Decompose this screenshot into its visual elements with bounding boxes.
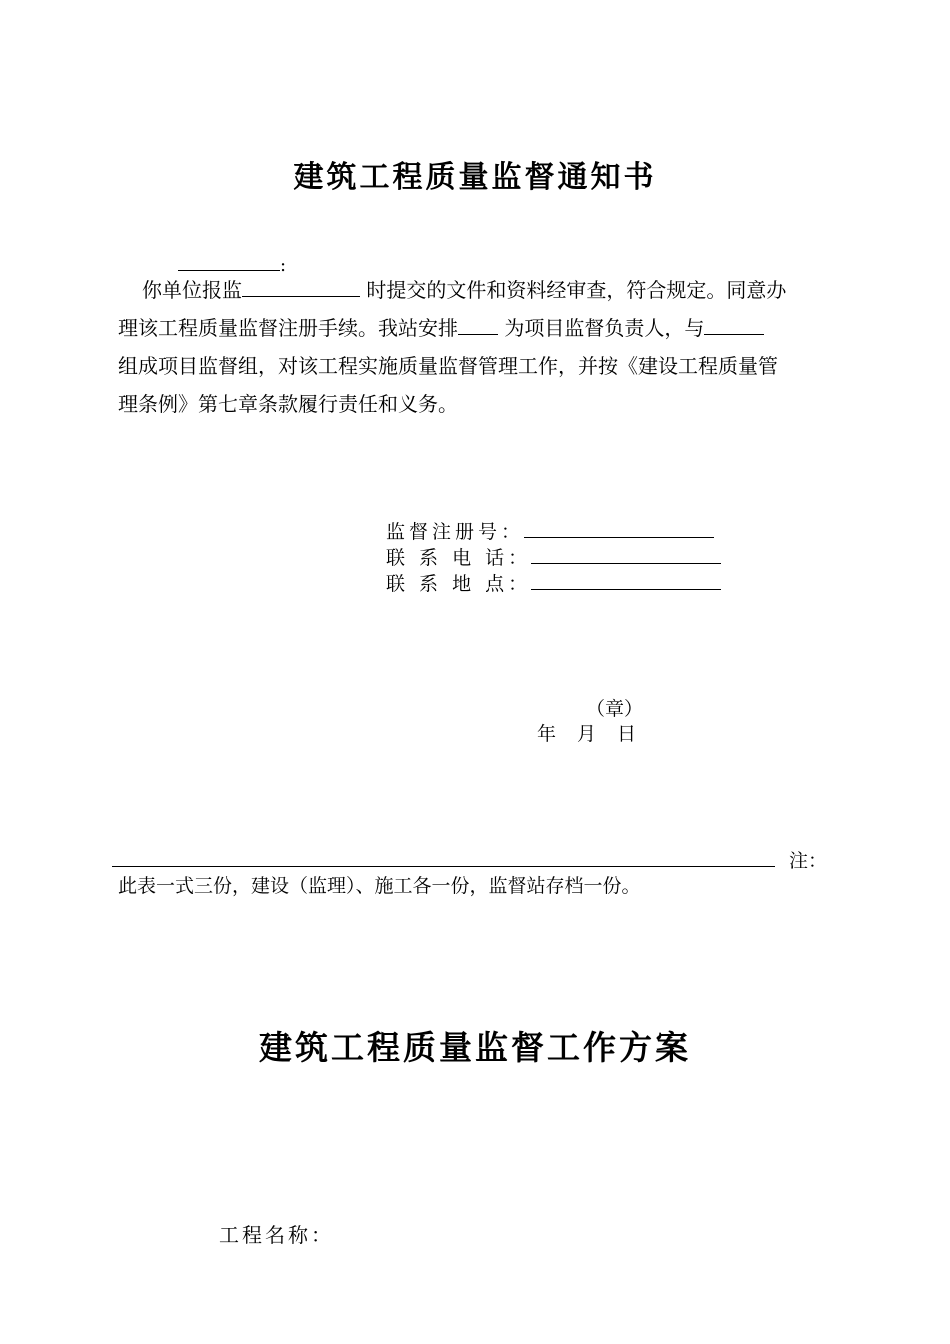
paragraph-text: 时提交的文件和资料经审查，符合规定。同意办 bbox=[360, 278, 787, 302]
note-text: 此表一式三份，建设（监理）、施工各一份，监督站存档一份。 bbox=[118, 875, 641, 897]
registration-number-row bbox=[386, 519, 721, 545]
note-divider bbox=[112, 866, 775, 867]
paragraph-text: 你单位报监 bbox=[142, 278, 242, 302]
project-name-blank[interactable] bbox=[242, 276, 360, 297]
phone-label: 联 系 电 话： bbox=[386, 547, 532, 569]
paragraph-text: 为项目监督负责人，与 bbox=[498, 316, 705, 340]
plan-title: 建筑工程质量监督工作方案 bbox=[259, 1028, 691, 1067]
registration-number-blank[interactable] bbox=[524, 519, 714, 538]
phone-row bbox=[386, 545, 721, 571]
supervisor-blank[interactable] bbox=[458, 314, 498, 335]
paragraph-text: 理该工程质量监督注册手续。我站安排 bbox=[118, 316, 458, 340]
seal-mark: （章） bbox=[586, 698, 644, 720]
address-row bbox=[386, 571, 721, 597]
phone-blank[interactable] bbox=[531, 545, 721, 564]
addressee-colon: : bbox=[280, 255, 287, 276]
paragraph-line-4: 理条例》第七章条款履行责任和义务。 bbox=[118, 392, 458, 416]
contact-fields bbox=[386, 519, 721, 597]
registration-number-label: 监督注册号： bbox=[386, 521, 525, 543]
date-line: 年 月 日 bbox=[537, 723, 638, 745]
paragraph-line-1 bbox=[118, 271, 838, 309]
note-label: 注： bbox=[789, 850, 828, 872]
addressee-blank[interactable] bbox=[178, 250, 280, 271]
address-label: 联 系 地 点： bbox=[386, 573, 532, 595]
paragraph-line-2 bbox=[118, 309, 838, 347]
address-blank[interactable] bbox=[531, 571, 721, 590]
notice-title: 建筑工程质量监督通知书 bbox=[293, 160, 657, 195]
paragraph-line-3: 组成项目监督组，对该工程实施质量监督管理工作，并按《建设工程质量管 bbox=[118, 354, 778, 378]
notice-paragraph bbox=[118, 271, 838, 423]
project-name-label: 工程名称： bbox=[219, 1223, 334, 1247]
team-members-blank[interactable] bbox=[704, 314, 764, 335]
